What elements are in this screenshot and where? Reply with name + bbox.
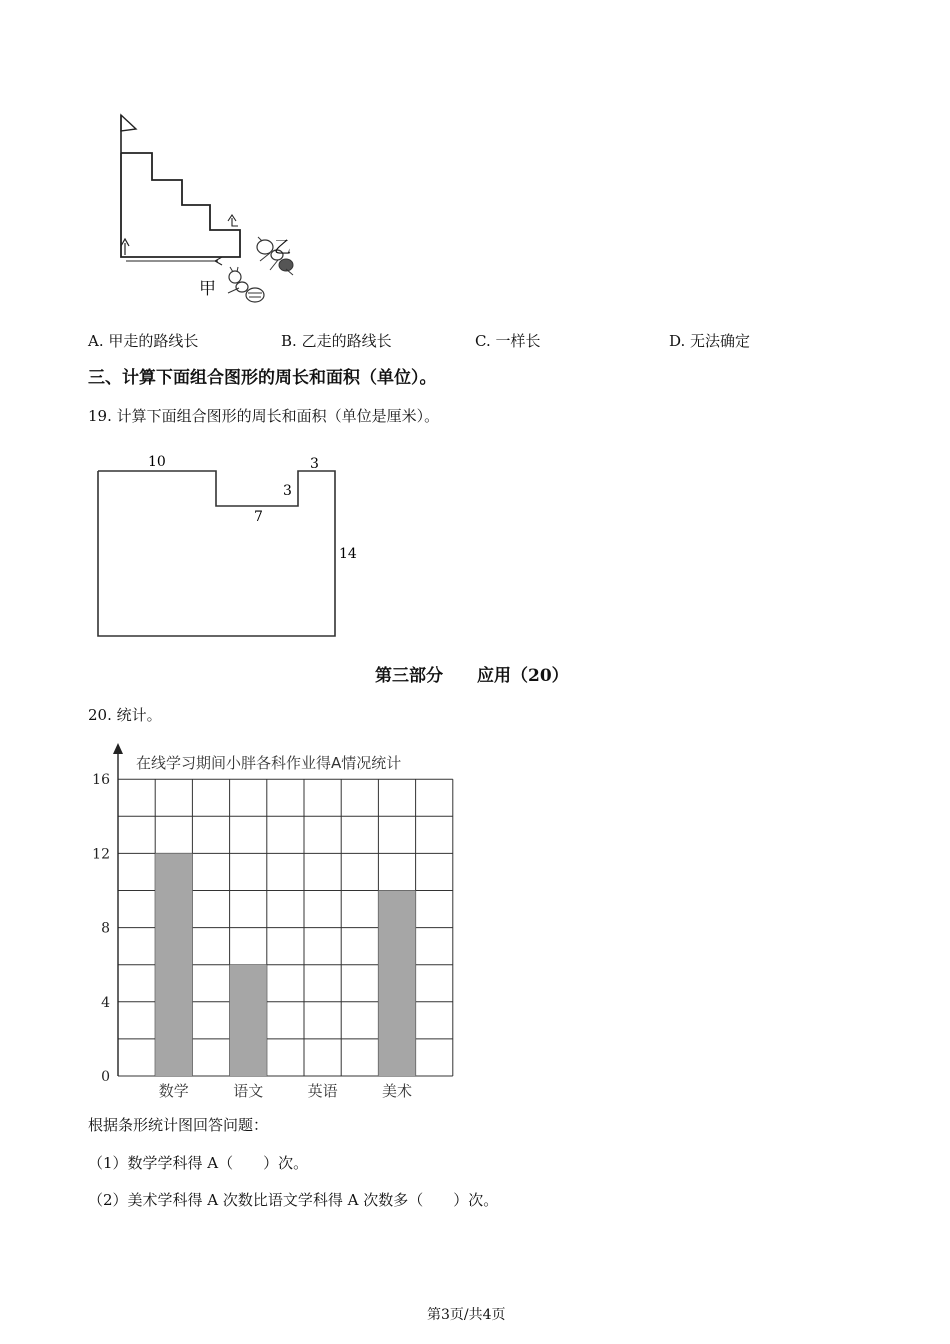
bar-3 (378, 891, 415, 1077)
sub-question-2: （2）美术学科得 A 次数比语文学科得 A 次数多（ ）次。 (88, 1191, 499, 1209)
y-tick-label: 0 (101, 1069, 110, 1085)
y-tick-label: 16 (92, 772, 110, 789)
part-heading: 第三部分 应用（20） (375, 666, 569, 686)
option-key: B. (281, 332, 297, 350)
y-axis-arrow (113, 743, 123, 754)
question-20: 20. 统计。 (88, 706, 162, 724)
staircase-figure (100, 105, 310, 305)
y-tick-label: 4 (101, 994, 110, 1011)
x-category-label: 语文 (233, 1082, 264, 1100)
page-footer: 第3页/共4页 (427, 1307, 506, 1323)
dim-inner-bottom: 7 (254, 509, 263, 525)
x-category-label: 数学 (158, 1082, 189, 1100)
dim-right-side: 14 (339, 546, 357, 562)
option-a[interactable] (88, 331, 198, 351)
y-tick-label: 12 (92, 846, 110, 863)
dim-top-right: 3 (310, 456, 319, 472)
x-category-label: 英语 (307, 1082, 338, 1100)
chart-instruction: 根据条形统计图回答问题： (88, 1116, 269, 1134)
option-key: A. (88, 332, 104, 350)
option-text: 甲走的路线长 (108, 332, 199, 350)
bar-chart (85, 740, 465, 1105)
question-19: 19. 计算下面组合图形的周长和面积（单位是厘米）。 (88, 407, 440, 425)
bar-0 (155, 853, 192, 1076)
dim-inner-height: 3 (283, 483, 292, 499)
x-category-label: 美术 (381, 1082, 413, 1100)
option-text: 无法确定 (690, 332, 751, 350)
option-key: D. (669, 332, 686, 350)
option-text: 乙走的路线长 (301, 332, 392, 350)
bar-1 (230, 965, 267, 1076)
option-key: C. (475, 332, 491, 350)
chart-axes (113, 743, 123, 1076)
composite-shape-figure (90, 448, 370, 648)
dim-top-left: 10 (148, 454, 166, 470)
label-jia: 甲 (199, 279, 216, 299)
ant-jia-icon (228, 267, 264, 302)
sub-question-1: （1）数学学科得 A（ ）次。 (88, 1154, 309, 1172)
option-text: 一样长 (495, 332, 541, 350)
option-b[interactable] (281, 331, 392, 351)
option-d[interactable] (669, 331, 750, 351)
section-heading: 三、计算下面组合图形的周长和面积（单位）。 (88, 368, 437, 388)
label-yi: 乙 (274, 238, 291, 258)
chart-title: 在线学习期间小胖各科作业得A情况统计 (136, 754, 402, 772)
y-tick-label: 8 (101, 920, 110, 937)
option-c[interactable] (475, 331, 541, 351)
